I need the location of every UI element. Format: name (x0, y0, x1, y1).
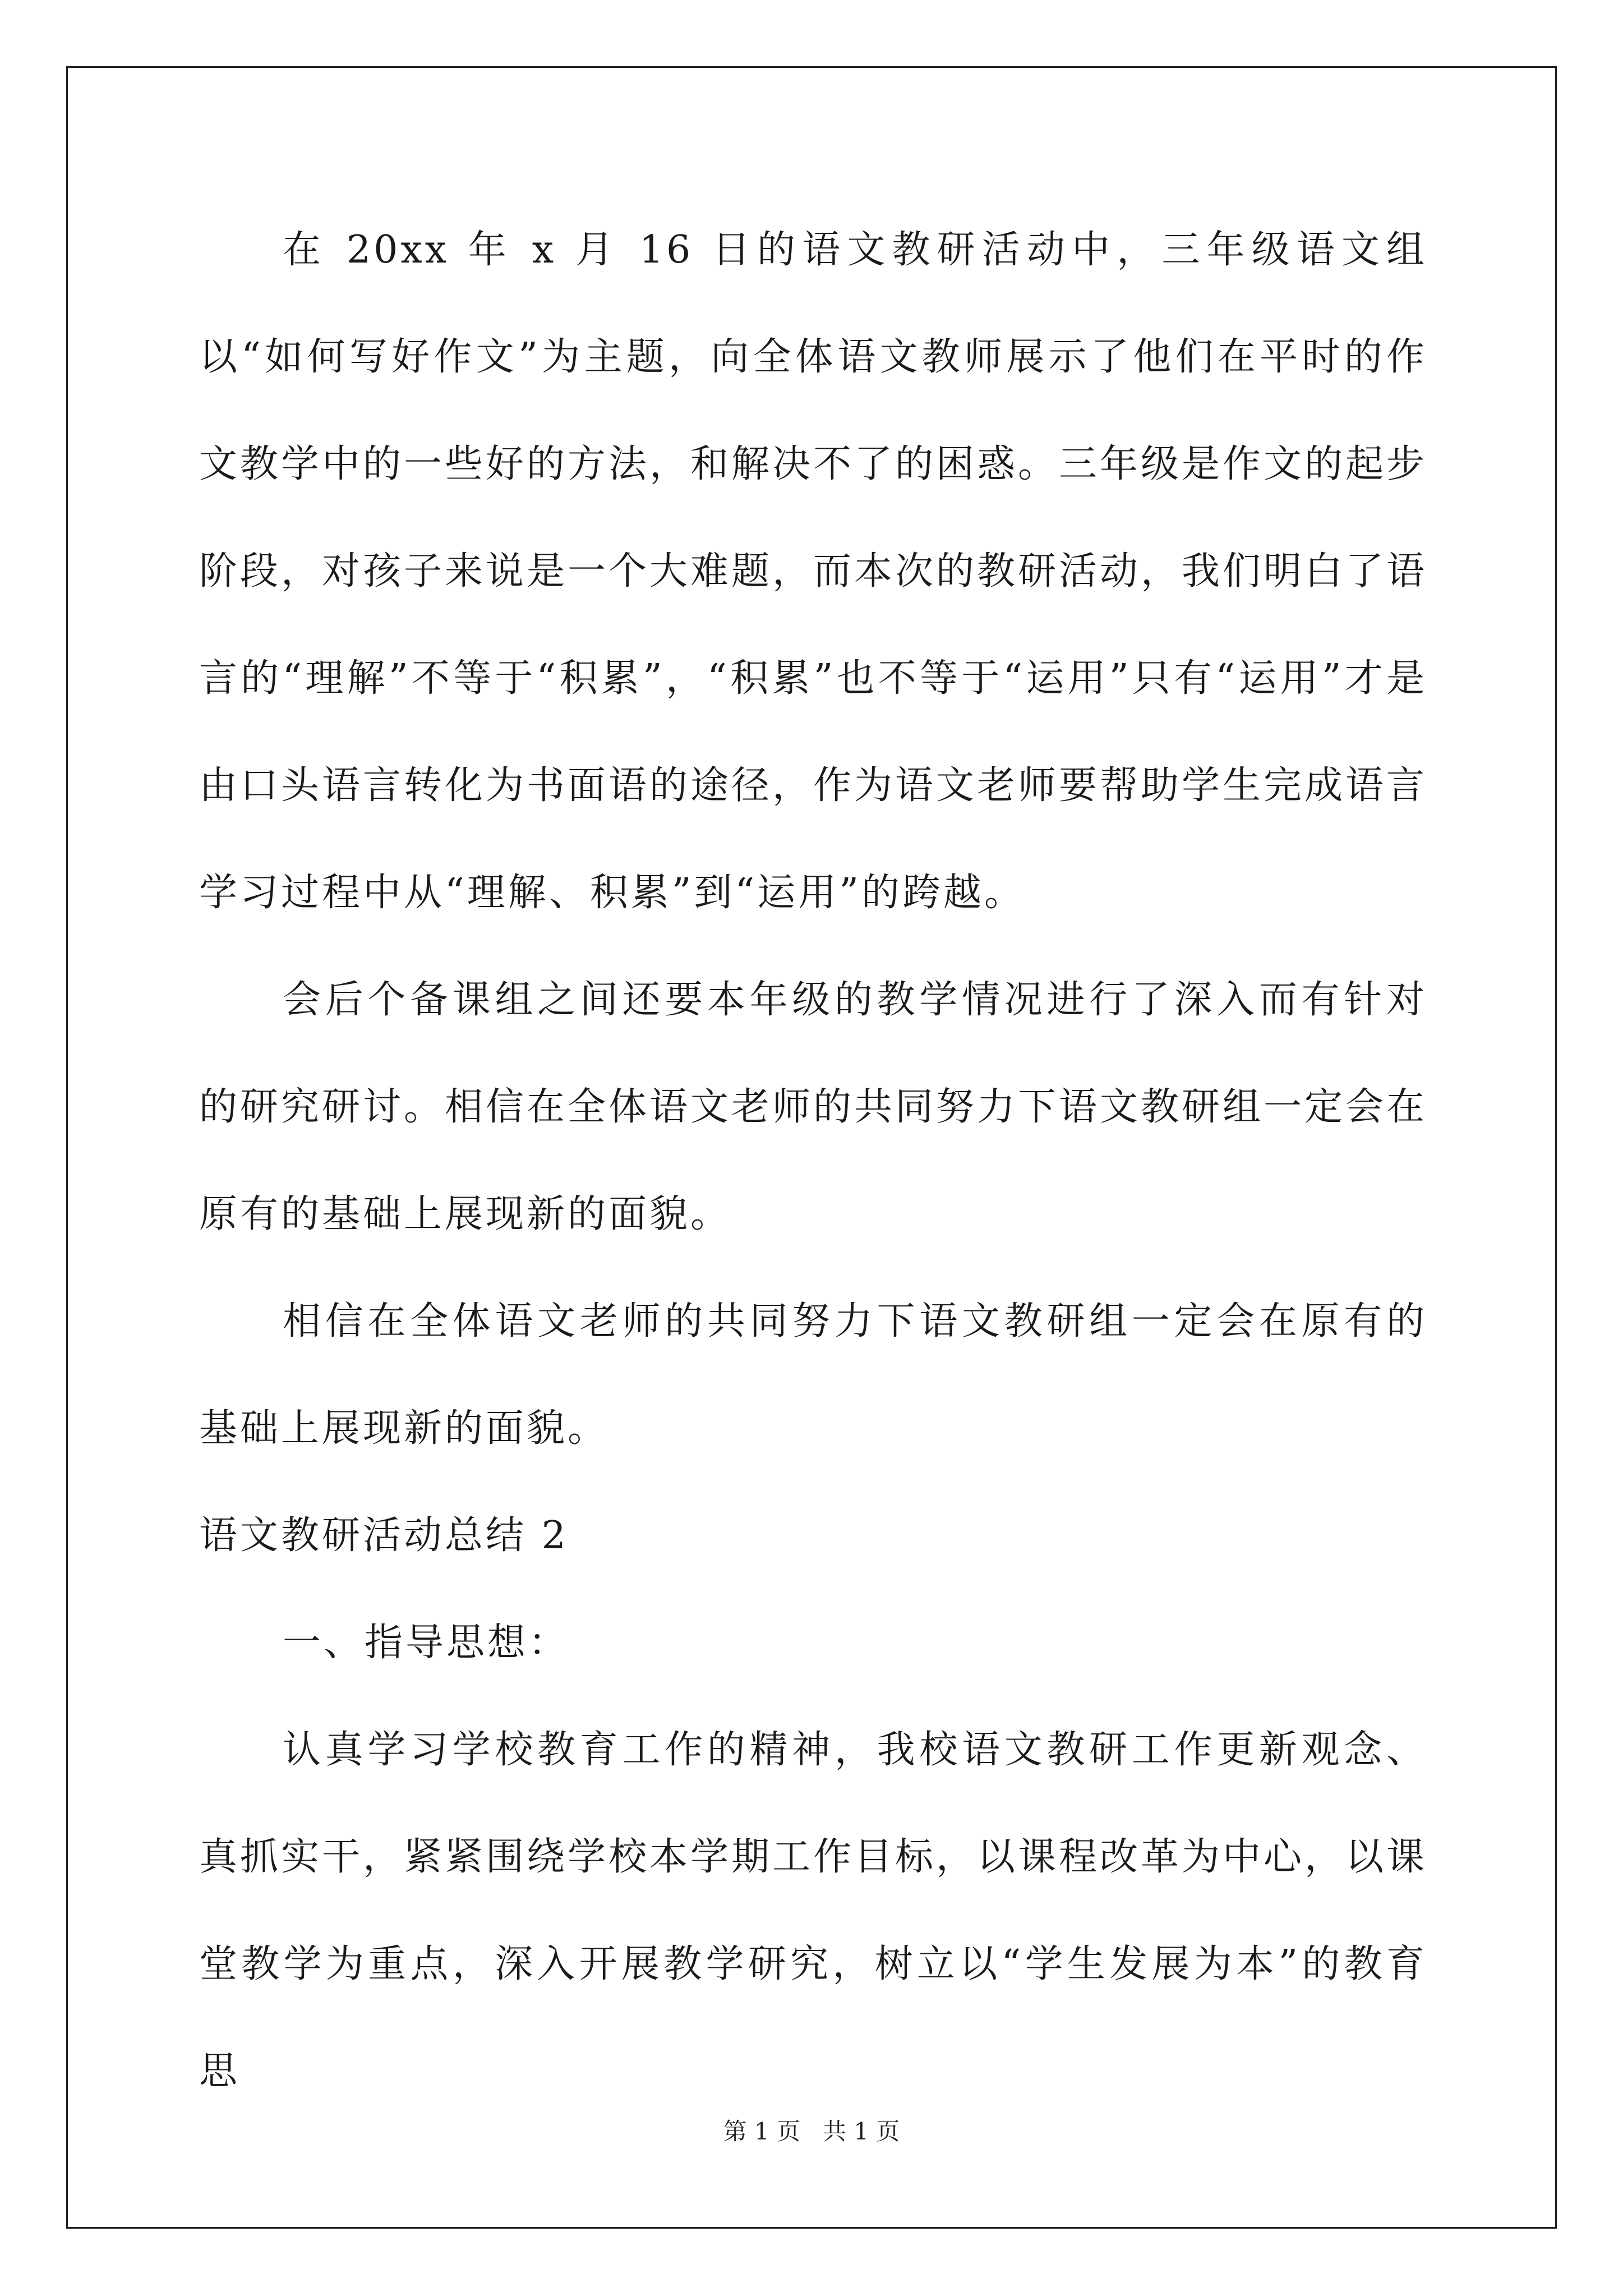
paragraph-1: 在 20xx 年 x 月 16 日的语文教研活动中，三年级语文组以“如何写好作文”为主题，向全体语文教师展示了他们在平时的作文教学中的一些好的方法，和解决不了的困惑。三年级是作文的起步阶段，对孩子来说是一个大难题，而本次的教研活动，我们明白了语言的“理解”不等于“积累”，“积累”也不等于“运用”只有“运用”才是由口头语言转化为书面语的途径，作为语文老师要帮助学生完成语言学习过程中从“理解、积累”到“运用”的跨越。 (199, 228, 1428, 915)
page-footer (0, 2115, 1623, 2148)
paragraph-2: 会后个备课组之间还要本年级的教学情况进行了深入而有针对的研究研讨。相信在全体语文老师的共同努力下语文教研组一定会在原有的基础上展现新的面貌。 (199, 978, 1428, 1236)
paragraph-3: 相信在全体语文老师的共同努力下语文教研组一定会在原有的基础上展现新的面貌。 (199, 1299, 1427, 1451)
section-paragraph: 认真学习学校教育工作的精神，我校语文教研工作更新观念、真抓实干，紧紧围绕学校本学期工作目标，以课程改革为中心，以课堂教学为重点，深入开展教学研究，树立以“学生发展为本”的教育思 (199, 1728, 1428, 2093)
page-number-total: 共 1 页 (823, 2118, 900, 2145)
page-number-current: 第 1 页 (723, 2118, 800, 2145)
section-heading: 一、指导思想： (283, 1621, 570, 1665)
document-body (199, 196, 1427, 2125)
section-title: 语文教研活动总结 2 (199, 1513, 569, 1558)
